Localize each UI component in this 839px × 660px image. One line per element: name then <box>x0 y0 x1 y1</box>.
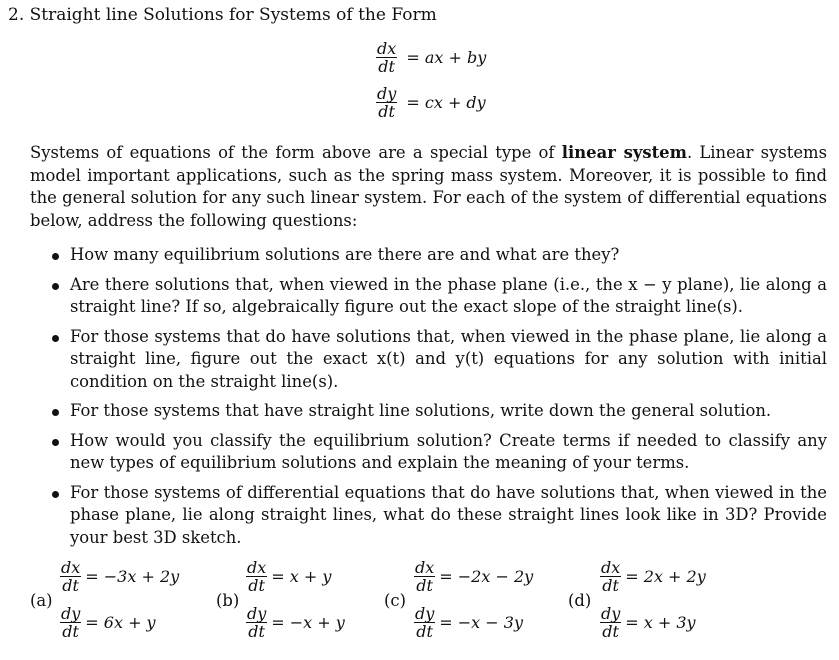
bullet-icon <box>52 283 59 290</box>
form-equation-dy <box>376 85 486 120</box>
bullet-icon <box>52 439 59 446</box>
question-item <box>30 326 827 394</box>
fraction-dx-dt <box>414 559 435 594</box>
fraction-dx-dt <box>60 559 81 594</box>
fraction-dy-dt <box>600 605 621 640</box>
fraction-denominator: dt <box>602 576 619 595</box>
form-equation-dx <box>376 40 486 75</box>
system-equation-dy <box>600 605 696 640</box>
fraction-numerator: dy <box>377 84 397 103</box>
fraction-dx-dt <box>376 40 397 75</box>
question-text: How many equilibrium solutions are there are and what are they? <box>70 245 620 264</box>
fraction-numerator: dy <box>247 604 267 623</box>
fraction-denominator: dt <box>62 622 79 641</box>
system-equation-dy <box>414 605 523 640</box>
bullet-icon <box>52 491 59 498</box>
question-item <box>30 430 827 475</box>
section-heading: 2. Straight line Solutions for Systems of the Form <box>8 5 437 25</box>
equation-rhs: = −x − 3y <box>439 613 523 632</box>
system-equation-dx <box>60 559 179 594</box>
intro-text-1: Systems of equations of the form above are a special type of <box>30 143 562 162</box>
fraction-numerator: dx <box>415 558 435 577</box>
fraction-dy-dt <box>246 605 267 640</box>
fraction-denominator: dt <box>378 57 395 76</box>
fraction-numerator: dy <box>61 604 81 623</box>
fraction-dy-dt <box>376 85 397 120</box>
equation-rhs: = x + y <box>271 567 332 586</box>
equation-rhs: = −x + y <box>271 613 345 632</box>
fraction-numerator: dx <box>377 39 397 58</box>
bullet-icon <box>52 253 59 260</box>
equation-rhs: = 2x + 2y <box>625 567 706 586</box>
question-item <box>30 400 827 423</box>
system-equation-dx <box>246 559 331 594</box>
fraction-dx-dt <box>246 559 267 594</box>
fraction-denominator: dt <box>248 576 265 595</box>
bullet-icon <box>52 409 59 416</box>
fraction-dx-dt <box>600 559 621 594</box>
equation-rhs: = cx + dy <box>406 93 486 112</box>
intro-text-2: . Linear systems model important applications, such as the spring mass system. Moreover, it is possible to find the general solution for any such linear system. For each of the system of differential equations below, address the following questions: <box>30 143 827 230</box>
question-text: For those systems that have straight line solutions, write down the general solution. <box>70 401 772 420</box>
question-item <box>30 244 827 267</box>
question-text: Are there solutions that, when viewed in the phase plane (i.e., the x − y plane), lie along a straight line? If so, algebraically figure out the exact slope of the straight line(s). <box>70 274 827 316</box>
fraction-numerator: dx <box>61 558 81 577</box>
equation-rhs: = −3x + 2y <box>85 567 180 586</box>
question-list <box>30 244 827 556</box>
question-item <box>30 274 827 319</box>
intro-paragraph <box>30 142 827 232</box>
fraction-numerator: dx <box>601 558 621 577</box>
question-text: For those systems of differential equations that do have solutions that, when viewed in the phase plane, lie along straight lines, what do these straight lines look like in 3D? Provide your best 3D sketch. <box>70 482 827 547</box>
question-text: How would you classify the equilibrium solution? Create terms if needed to classify any new types of equilibrium solutions and explain the meaning of your terms. <box>70 430 827 472</box>
fraction-dy-dt <box>60 605 81 640</box>
question-item <box>30 482 827 550</box>
fraction-denominator: dt <box>416 622 433 641</box>
system-label: (d) <box>568 591 592 610</box>
system-equation-dy <box>60 605 156 640</box>
system-equation-dy <box>246 605 345 640</box>
system-label: (b) <box>216 591 240 610</box>
fraction-numerator: dy <box>415 604 435 623</box>
fraction-denominator: dt <box>62 576 79 595</box>
equation-rhs: = −2x − 2y <box>439 567 534 586</box>
system-label: (c) <box>384 591 406 610</box>
equation-rhs: = x + 3y <box>625 613 696 632</box>
bullet-icon <box>52 335 59 342</box>
fraction-dy-dt <box>414 605 435 640</box>
fraction-denominator: dt <box>602 622 619 641</box>
fraction-numerator: dx <box>247 558 267 577</box>
system-equation-dx <box>600 559 706 594</box>
equation-rhs: = ax + by <box>406 48 487 67</box>
system-label: (a) <box>30 591 53 610</box>
intro-bold-term: linear system <box>561 143 687 162</box>
equation-rhs: = 6x + y <box>85 613 156 632</box>
system-equation-dx <box>414 559 533 594</box>
fraction-numerator: dy <box>601 604 621 623</box>
fraction-denominator: dt <box>378 102 395 121</box>
fraction-denominator: dt <box>416 576 433 595</box>
fraction-denominator: dt <box>248 622 265 641</box>
question-text: For those systems that do have solutions that, when viewed in the phase plane, lie along a straight line, figure out the exact x(t) and y(t) equations for any solution with initial condition on the straight line(s). <box>70 326 827 391</box>
